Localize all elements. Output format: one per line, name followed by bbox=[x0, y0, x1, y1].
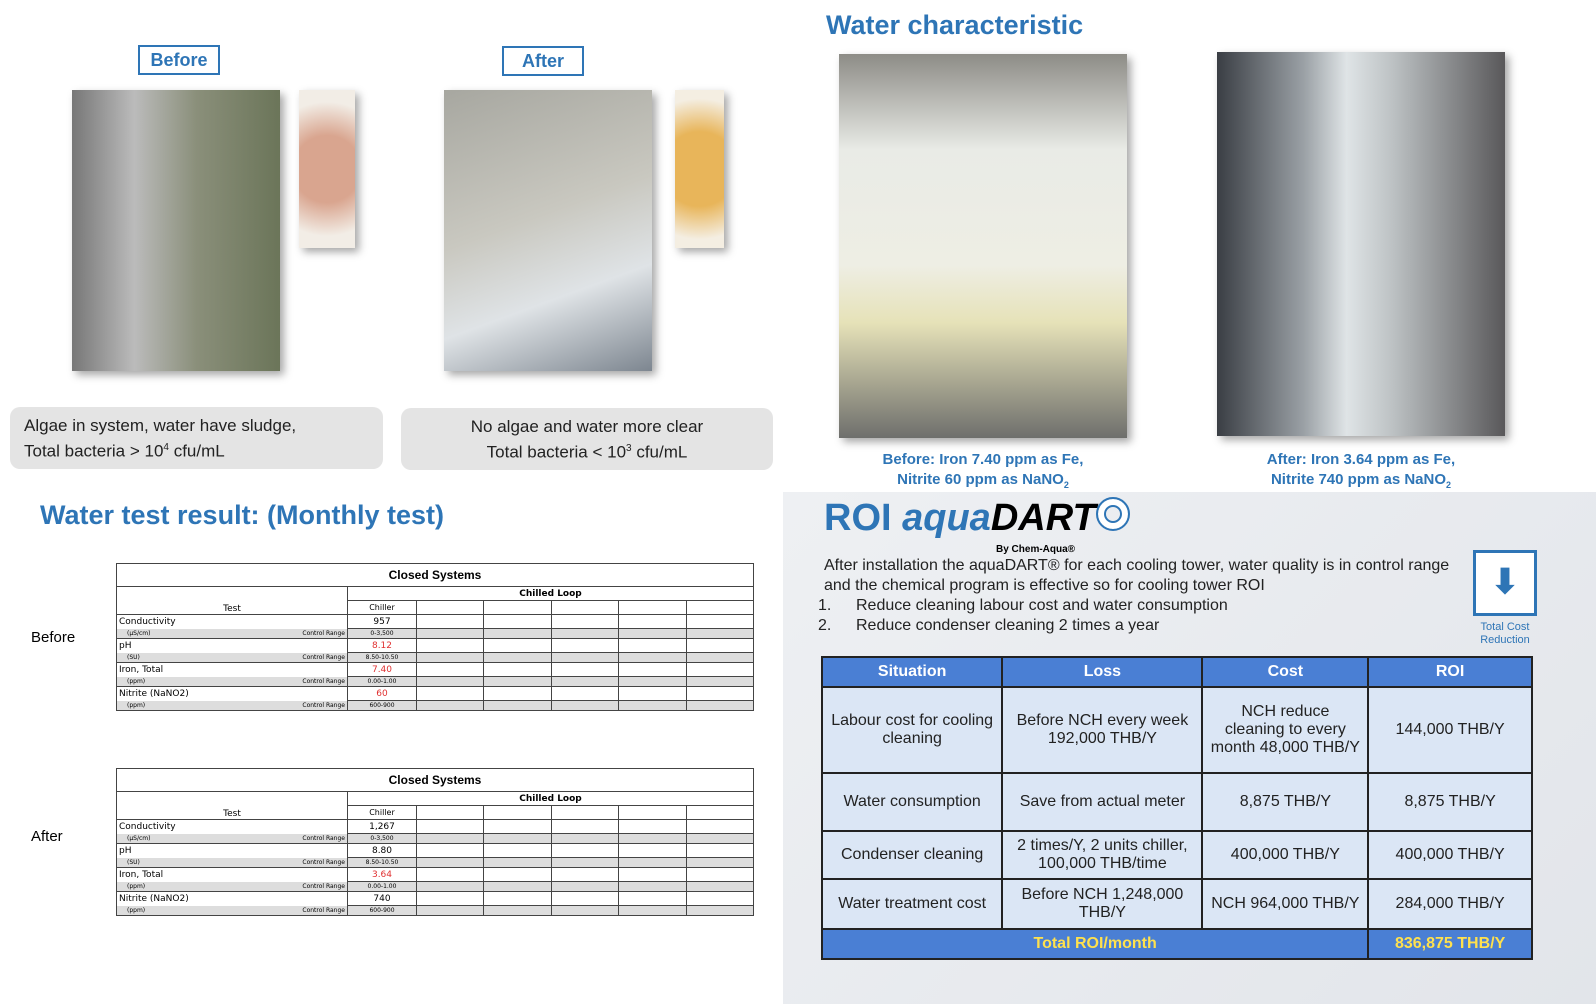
table-subrow: (SU) Control Range 8.50-10.50 bbox=[117, 653, 754, 663]
before-test-table bbox=[116, 563, 754, 711]
caption-line: Algae in system, water have sludge, bbox=[24, 416, 297, 435]
total-label: Total ROI/month bbox=[822, 929, 1368, 959]
before-side-label: Before bbox=[31, 629, 76, 646]
caption-line: Total bacteria > $10^4$ cfu/mL bbox=[24, 441, 225, 461]
roi-point: 2. Reduce condenser cleaning 2 times a year bbox=[818, 617, 1160, 634]
roi-point: 1. Reduce cleaning labour cost and water consumption bbox=[818, 597, 1228, 614]
roi-cell: 2 times/Y, 2 units chiller, 100,000 THB/time bbox=[1002, 831, 1202, 879]
before-bacteria-slide-photo bbox=[299, 90, 355, 248]
column-row: Chiller bbox=[117, 601, 754, 615]
roi-title: ROI aquaDART bbox=[824, 497, 1130, 540]
before-water-sample-photo bbox=[839, 54, 1127, 438]
roi-header: Situation bbox=[822, 657, 1002, 687]
roi-cell: 400,000 THB/Y bbox=[1202, 831, 1368, 879]
table-subrow: (SU) Control Range 8.50-10.50 bbox=[117, 858, 754, 868]
roi-header-row bbox=[822, 657, 1532, 687]
cost-reduction-icon: ⬇ bbox=[1473, 550, 1537, 616]
roi-cell: NCH 964,000 THB/Y bbox=[1202, 879, 1368, 929]
table-title-row: Closed Systems bbox=[117, 564, 754, 587]
roi-cell: 144,000 THB/Y bbox=[1368, 687, 1532, 773]
table-row: Nitrite (NaNO2) 740 bbox=[117, 892, 754, 906]
table-row: Conductivity 1,267 bbox=[117, 820, 754, 834]
roi-header: Loss bbox=[1002, 657, 1202, 687]
roi-cell: 8,875 THB/Y bbox=[1202, 773, 1368, 831]
after-test-table bbox=[116, 768, 754, 916]
before-caption bbox=[10, 407, 383, 469]
roi-cell: Save from actual meter bbox=[1002, 773, 1202, 831]
table-row: Iron, Total 7.40 bbox=[117, 663, 754, 677]
roi-cell: 400,000 THB/Y bbox=[1368, 831, 1532, 879]
after-tower-photo bbox=[444, 90, 652, 371]
total-value: 836,875 THB/Y bbox=[1368, 929, 1532, 959]
after-water-sample-photo bbox=[1217, 52, 1505, 436]
roi-header: ROI bbox=[1368, 657, 1532, 687]
cost-reduction-label: Total Cost Reduction bbox=[1480, 621, 1530, 646]
roi-cell: Before NCH 1,248,000 THB/Y bbox=[1002, 879, 1202, 929]
after-label: After bbox=[502, 46, 584, 76]
roi-total-row bbox=[822, 929, 1532, 959]
table-row: Conductivity 957 bbox=[117, 615, 754, 629]
before-water-caption: Before: Iron 7.40 ppm as Fe, Nitrite 60 ppm as NaNO$_2$ bbox=[882, 451, 1084, 490]
water-test-title: Water test result: (Monthly test) bbox=[40, 500, 445, 530]
caption-line: Total bacteria < $10^3$ cfu/mL bbox=[486, 442, 688, 462]
roi-row bbox=[822, 879, 1532, 929]
after-bacteria-slide-photo bbox=[675, 90, 724, 248]
water-characteristic-title: Water characteristic bbox=[826, 10, 1084, 40]
table-subrow: (ppm) Control Range 600-900 bbox=[117, 906, 754, 916]
after-side-label: After bbox=[31, 828, 63, 845]
roi-table bbox=[821, 656, 1533, 960]
roi-intro: After installation the aquaDART® for each cooling tower, water quality is in control range and the chemical program is effective so for cooling tower ROI bbox=[824, 557, 1450, 594]
before-tower-photo bbox=[72, 90, 280, 371]
roi-cell: Water treatment cost bbox=[822, 879, 1002, 929]
after-caption bbox=[401, 408, 773, 470]
table-subrow: (µS/cm) Control Range 0-3,500 bbox=[117, 834, 754, 844]
roi-row bbox=[822, 773, 1532, 831]
roi-points bbox=[818, 596, 1228, 636]
roi-cell: Labour cost for cooling cleaning bbox=[822, 687, 1002, 773]
roi-cell: Water consumption bbox=[822, 773, 1002, 831]
table-subrow: (ppm) Control Range 600-900 bbox=[117, 701, 754, 711]
caption-line: No algae and water more clear bbox=[470, 417, 704, 436]
aquadart-logo: aquaDART bbox=[902, 497, 1130, 539]
group-row: Test Chilled Loop bbox=[117, 587, 754, 601]
table-title-row: Closed Systems bbox=[117, 769, 754, 792]
table-row: Iron, Total 3.64 bbox=[117, 868, 754, 882]
group-row: Test Chilled Loop bbox=[117, 792, 754, 806]
roi-header: Cost bbox=[1202, 657, 1368, 687]
target-icon bbox=[1096, 497, 1130, 531]
roi-row bbox=[822, 687, 1532, 773]
table-subrow: (µS/cm) Control Range 0-3,500 bbox=[117, 629, 754, 639]
roi-cell: NCH reduce cleaning to every month 48,000 THB/Y bbox=[1202, 687, 1368, 773]
logo-byline: By Chem-Aqua® bbox=[996, 544, 1076, 555]
roi-cell: 284,000 THB/Y bbox=[1368, 879, 1532, 929]
table-row: Nitrite (NaNO2) 60 bbox=[117, 687, 754, 701]
table-subrow: (ppm) Control Range 0.00-1.00 bbox=[117, 677, 754, 687]
roi-cell: Before NCH every week 192,000 THB/Y bbox=[1002, 687, 1202, 773]
after-water-caption: After: Iron 3.64 ppm as Fe, Nitrite 740 ppm as NaNO$_2$ bbox=[1266, 451, 1456, 490]
before-label: Before bbox=[138, 45, 220, 75]
roi-cell: Condenser cleaning bbox=[822, 831, 1002, 879]
column-row: Chiller bbox=[117, 806, 754, 820]
table-row: pH 8.80 bbox=[117, 844, 754, 858]
roi-row bbox=[822, 831, 1532, 879]
roi-cell: 8,875 THB/Y bbox=[1368, 773, 1532, 831]
table-row: pH 8.12 bbox=[117, 639, 754, 653]
table-subrow: (ppm) Control Range 0.00-1.00 bbox=[117, 882, 754, 892]
